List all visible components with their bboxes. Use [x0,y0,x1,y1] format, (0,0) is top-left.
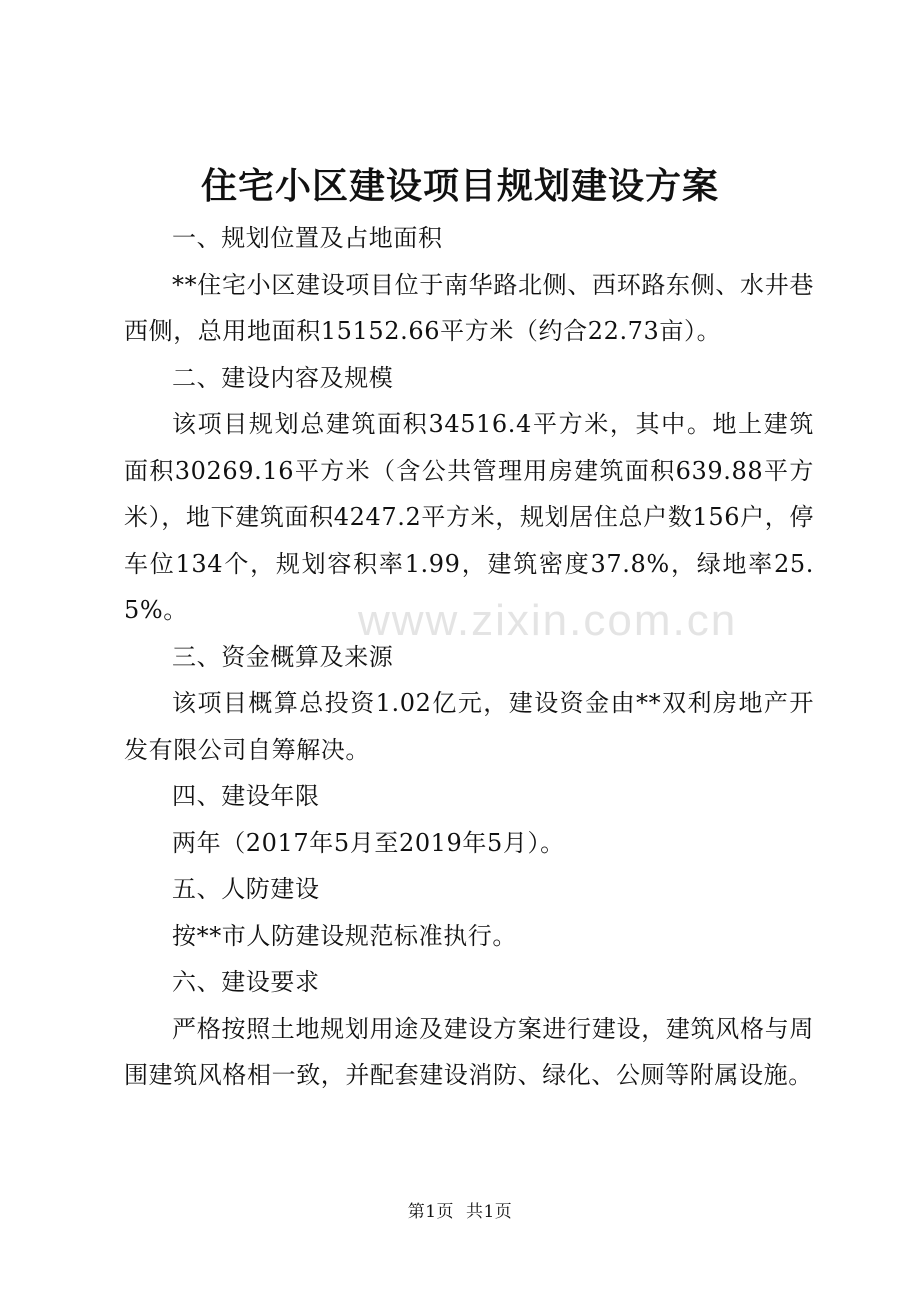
section-heading-1: 一、规划位置及占地面积 [172,224,443,252]
page-footer [0,1200,920,1224]
section-heading-6: 六、建设要求 [172,968,320,996]
watermark: www.zixin.com.cn [358,596,738,645]
section-heading-3: 三、资金概算及来源 [172,642,394,671]
section-text-2: 该项目规划总建筑面积34516.4平方米，其中。地上建筑面积30269.16平方米（含公共管理用房建筑面积639.88平方米），地下建筑面积4247.2平方米，规划居住总户数156户，停车位134个，规划容积率1.99，建筑密度37.8%，绿地率25.5%。 [124,410,814,624]
section-text-5: 按**市人防建设规范标准执行。 [172,921,517,950]
page-number: 第1页 [407,1202,455,1222]
document-body [124,215,814,1099]
section-heading-4: 四、建设年限 [172,782,320,810]
section-text-3: 该项目概算总投资1.02亿元，建设资金由**双利房地产开发有限公司自筹解决。 [124,689,814,764]
section-text-1: **住宅小区建设项目位于南华路北侧、西环路东侧、水井巷西侧，总用地面积15152.66平方米（约合22.73亩）。 [124,270,814,345]
section-heading-5: 五、人防建设 [172,875,320,903]
section-heading-2: 二、建设内容及规模 [172,363,394,392]
section-text-4: 两年（2017年5月至2019年5月）。 [172,828,565,857]
section-text-6: 严格按照土地规划用途及建设方案进行建设，建筑风格与周围建筑风格相一致，并配套建设消防、绿化、公厕等附属设施。 [124,1014,814,1089]
page-total: 共1页 [465,1202,513,1222]
document-title: 住宅小区建设项目规划建设方案 [200,165,719,207]
